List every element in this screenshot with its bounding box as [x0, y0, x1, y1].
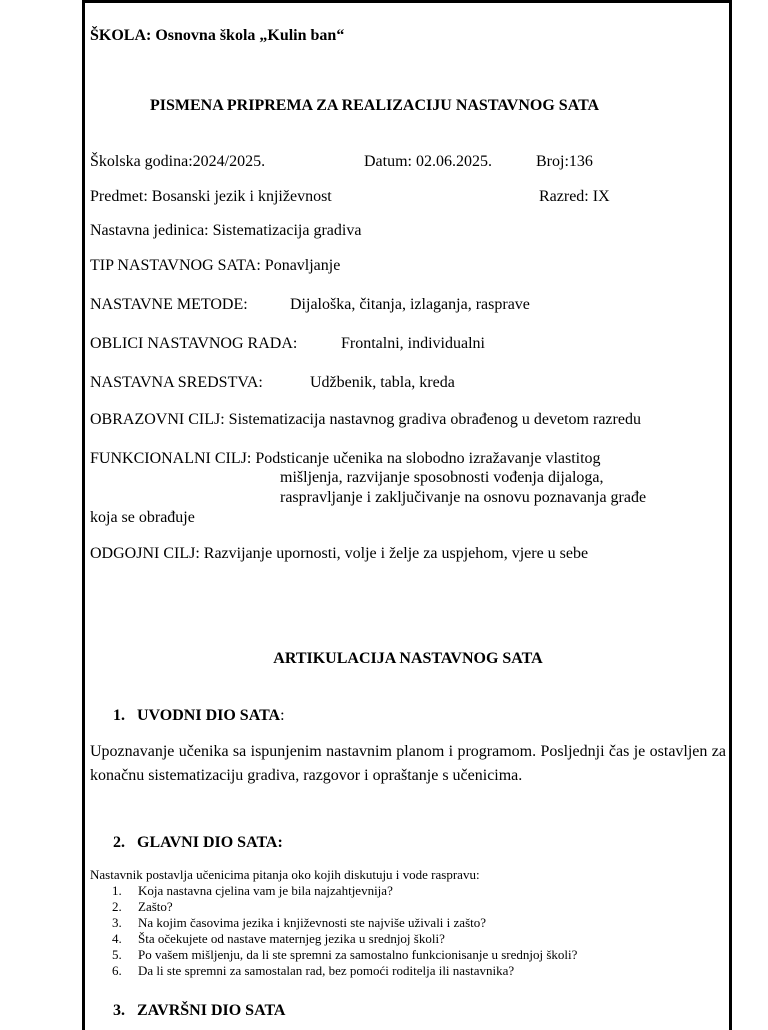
- question-list: [90, 883, 577, 979]
- list-item: 3. Na kojim časovima jezika i književnosti ste najviše uživali i zašto?: [112, 915, 487, 930]
- list-item: 4. Šta očekujete od nastave maternjeg jezika u srednjoj školi?: [112, 931, 445, 946]
- forms-label: OBLICI NASTAVNOG RADA:: [90, 335, 298, 352]
- school-name: ŠKOLA: Osnovna škola „Kulin ban“: [90, 27, 345, 44]
- subject: Predmet: Bosanski jezik i književnost: [90, 188, 332, 205]
- articulation-title: ARTIKULACIJA NASTAVNOG SATA: [273, 650, 543, 667]
- list-item: 6. Da li ste spremni za samostalan rad, bez pomoći roditelja ili nastavnika?: [112, 963, 515, 978]
- document-title: PISMENA PRIPREMA ZA REALIZACIJU NASTAVNOG SATA: [150, 97, 600, 114]
- number: Broj:136: [536, 153, 593, 170]
- intro-section-title: UVODNI DIO SATA: [137, 707, 281, 724]
- list-item: 1. Koja nastavna cjelina vam je bila najzahtjevnija?: [112, 883, 393, 898]
- methods-label: NASTAVNE METODE:: [90, 296, 248, 313]
- intro-section-heading: [137, 706, 285, 725]
- intro-section-text: Upoznavanje učenika sa ispunjenim nastavnim planom i programom. Posljednji čas je ostavljen za konačnu sistematizaciju gradiva, razgovor i opraštanje s učenicima.: [90, 743, 726, 784]
- functional-goal-line2: mišljenja, razvijanje sposobnosti vođenja dijaloga,: [280, 469, 604, 486]
- main-section-intro: Nastavnik postavlja učenicima pitanja oko kojih diskutuju i vode raspravu:: [90, 867, 480, 882]
- teaching-unit: Nastavna jedinica: Sistematizacija gradiva: [90, 222, 362, 239]
- educational-goal: OBRAZOVNI CILJ: Sistematizacija nastavnog gradiva obrađenog u devetom razredu: [90, 411, 641, 428]
- grade: Razred: IX: [539, 188, 610, 205]
- tools-label: NASTAVNA SREDSTVA:: [90, 374, 263, 391]
- final-section-title: ZAVRŠNI DIO SATA: [137, 1002, 286, 1019]
- list-item: 2. Zašto?: [112, 899, 173, 914]
- functional-goal-line1: FUNKCIONALNI CILJ: Podsticanje učenika na slobodno izražavanje vlastitog: [90, 450, 601, 467]
- main-section-number: 2.: [113, 834, 125, 851]
- intro-section-number: 1.: [113, 707, 125, 724]
- final-section-number: 3.: [113, 1002, 125, 1019]
- methods-value: Dijaloška, čitanja, izlaganja, rasprave: [290, 296, 530, 313]
- date: Datum: 02.06.2025.: [364, 153, 492, 170]
- functional-goal-line4: koja se obrađuje: [90, 509, 195, 526]
- list-item: 5. Po vašem mišljenju, da li ste spremni za samostalno funkcionisanje u srednjoj školi?: [112, 947, 578, 962]
- main-section-title: GLAVNI DIO SATA:: [137, 834, 283, 851]
- functional-goal-line3: raspravljanje i zaključivanje na osnovu poznavanja građe: [280, 489, 647, 506]
- tools-value: Udžbenik, tabla, kreda: [310, 374, 455, 391]
- forms-value: Frontalni, individualni: [341, 335, 485, 352]
- upbringing-goal: ODGOJNI CILJ: Razvijanje upornosti, volje i želje za uspjehom, vjere u sebe: [90, 545, 589, 562]
- lesson-type: TIP NASTAVNOG SATA: Ponavljanje: [90, 257, 341, 274]
- intro-section-colon: :: [280, 707, 285, 724]
- school-year: Školska godina:2024/2025.: [90, 153, 266, 170]
